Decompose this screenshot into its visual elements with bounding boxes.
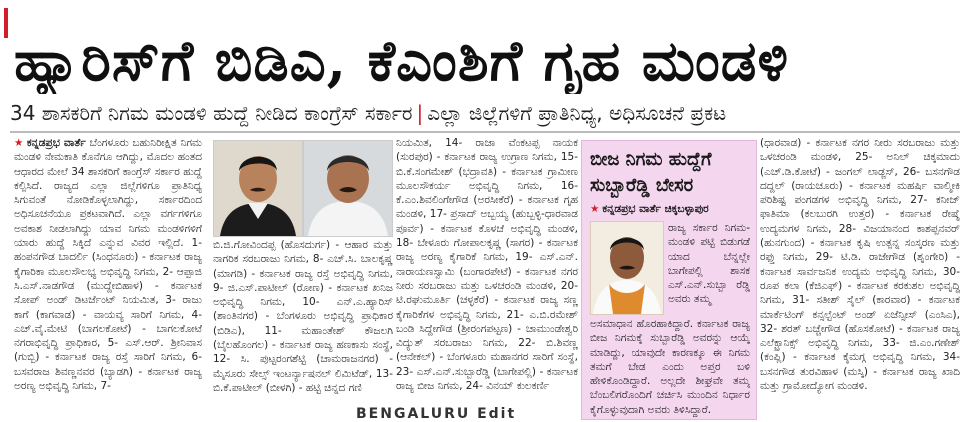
edition-footer: BENGALURU Edit [356,406,517,422]
article-column-3: ನಿಯಮಿತ, 14- ರಾಜಾ ವೆಂಕಟಪ್ಪ ನಾಯಕ (ಸುರಪುರ) - ಕರ್ನಾಟಕ ರಾಜ್ಯ ಉಗ್ರಾಣ ನಿಗಮ, 15- ಬಿ.ಕೆ.ಸಂಗಮೇಶ್ (ಭದ್ರಾವತಿ) - ಕರ್ನಾಟಕ ಗ್ರಾಮೀಣ ಮೂಲಸೌಕರ್ಯ ಅಭಿವೃದ್ಧಿ ನಿಗಮ, 16- ಕೆ.ಎಂ.ಶಿವಲಿಂಗೇಗೌಡ (ಅರಸೀಕೆರೆ) - ಕರ್ನಾಟಕ ಗೃಹ ಮಂಡಳಿ, 17- ಪ್ರಸಾದ್ ಅಬ್ಬಯ್ಯ (ಹುಬ್ಬಳ್ಳಿ-ಧಾರವಾಡ ಪೂರ್ವ) - ಕರ್ನಾಟಕ ಕೊಳಚೆ ಅಭಿವೃದ್ಧಿ ಮಂಡಳಿ, 18- ಬೇಳೂರು ಗೋಪಾಲಕೃಷ್ಣ (ಸಾಗರ) - ಕರ್ನಾಟಕ ರಾಜ್ಯ ಅರಣ್ಯ ಕೈಗಾರಿಕೆ ನಿಗಮ, 19- ಎಸ್.ಎನ್. ನಾರಾಯಣಸ್ವಾಮಿ (ಬಂಗಾರಪೇಟೆ) - ಕರ್ನಾಟಕ ನಗರ ನೀರು ಸರಬರಾಜು ಮತ್ತು ಒಳಚರಂಡಿ ಮಂಡಳಿ, 20- ಟಿ.ರಘುಮೂರ್ತಿ (ಚಳ್ಳಕೆರೆ) - ಕರ್ನಾಟಕ ರಾಜ್ಯ ಸಣ್ಣ ಕೈಗಾರಿಕೆಗಳ ಅಭಿವೃದ್ಧಿ ನಿಗಮ, 21- ಎ.ಬಿ.ರಮೇಶ್ ಬಂಡಿ ಸಿದ್ದೇಗೌಡ (ಶ್ರೀರಂಗಪಟ್ಟಣ) - ಚಾಮುಂಡೇಶ್ವರಿ ವಿದ್ಯುತ್ ಸರಬರಾಜು ನಿಗಮ, 22- ಬಿ.ಶಿವಣ್ಣ (ಆನೇಕಲ್) - ಬೆಂಗಳೂರು ಮಹಾನಗರ ಸಾರಿಗೆ ಸಂಸ್ಥೆ, 23- ಎಸ್.ಎನ್.ಸುಬ್ಬಾರೆಡ್ಡಿ (ಬಾಗೇಪಲ್ಲಿ) - ಕರ್ನಾಟಕ ರಾಜ್ಯ ಬೀಜ ನಿಗಮ, 24- ವಿನಯ್ ಕುಲಕರ್ಣಿ [396,137,578,393]
article-column-5: (ಧಾರವಾಡ) - ಕರ್ನಾಟಕ ನಗರ ನೀರು ಸರಬರಾಜು ಮತ್ತು ಒಳಚರಂಡಿ ಮಂಡಳಿ, 25- ಅನಿಲ್ ಚಿಕ್ಕಮಾದು (ಎಚ್.ಡಿ.ಕೋಟೆ) - ಜಂಗಲ್ ಲಾಡ್ಜಸ್, 26- ಬಸನಗೌಡ ದದ್ದಲ್ (ರಾಯಚೂರು) - ಕರ್ನಾಟಕ ಮಹರ್ಷಿ ವಾಲ್ಮೀಕಿ ಪರಿಶಿಷ್ಟ ಪಂಗಡಗಳ ಅಭಿವೃದ್ಧಿ ನಿಗಮ, 27- ಕನೀಜ್ ಫಾತಿಮಾ (ಕಲಬುರಗಿ ಉತ್ತರ) - ಕರ್ನಾಟಕ ರೇಷ್ಮೆ ಉದ್ಯಮಗಳ ನಿಗಮ, 28- ವಿಜಯಾನಂದ ಕಾಶಪ್ಪನವರ್ (ಹುನಗುಂದ) - ಕರ್ನಾಟಕ ಕೃಷಿ ಉತ್ಪನ್ನ ಸಂಸ್ಕರಣ ಮತ್ತು ರಫ್ತು ನಿಗಮ, 29- ಟಿ.ಡಿ. ರಾಜೇಗೌಡ (ಶೃಂಗೇರಿ) - ಕರ್ನಾಟಕ ಸಾರ್ವಜನಿಕ ಉದ್ಯಮ ಅಭಿವೃದ್ಧಿ ನಿಗಮ, 30- ರೂಪ ಕಲಾ (ಕೆಜಿಎಫ್) - ಕರ್ನಾಟಕ ಕರಕುಶಲ ಅಭಿವೃದ್ಧಿ ನಿಗಮ, 31- ಸತೀಶ್ ಸೈಲ್ (ಕಾರವಾರ) - ಕರ್ನಾಟಕ ಮಾರ್ಕೆಟಿಂಗ್ ಕನ್ಸಲ್ಟೆಂಟ್ ಅಂಡ್ ಏಜೆನ್ಸೀಸ್ (ಎಂಸಿಎ), 32- ಶರತ್ ಬಚ್ಚೇಗೌಡ (ಹೊಸಕೋಟೆ) - ಕರ್ನಾಟಕ ರಾಜ್ಯ ಎಲೆಕ್ಟ್ರಾನಿಕ್ಸ್ ಅಭಿವೃದ್ಧಿ ನಿಗಮ, 33- ಜಿ.ಎಂ.ಗಣೇಶ್ (ಕಂಪ್ಲಿ) - ಕರ್ನಾಟಕ ಕೈಮಗ್ಗ ಅಭಿವೃದ್ಧಿ ನಿಗಮ, 34- ಬಸನಗೌಡ ತುರವಿಹಾಳ (ಮಸ್ಕಿ) - ಕರ್ನಾಟಕ ರಾಜ್ಯ ಖಾದಿ ಮತ್ತು ಗ್ರಾಮೋದ್ಯೋಗ ಮಂಡಳಿ. [760,137,960,393]
sidebar-story-box [581,140,757,420]
photo-politician-2 [303,140,393,237]
sidebar-dateline-place: ಚಿಕ್ಕಬಳ್ಳಾಪುರ [664,203,709,215]
headline-divider [10,131,960,133]
left-accent-rule [4,8,8,38]
subheadline-right: ಎಲ್ಲಾ ಜಿಲ್ಲೆಗಳಿಗೆ ಪ್ರಾತಿನಿಧ್ಯ, ಅಧಿಸೂಚನೆ ಪ್ರಕಟ [427,101,727,125]
star-icon: ★ [590,203,600,215]
page-headline: ಹ್ಯಾರಿಸ್‌ಗೆ ಬಿಡಿಎ, ಕೆಎಂಶಿಗೆ ಗೃಹ ಮಂಡಳಿ [14,28,789,94]
subheadline [10,98,960,128]
sidebar-story-text-top: ರಾಜ್ಯ ಸರ್ಕಾರ ನಿಗಮ-ಮಂಡಳಿ ಪಟ್ಟಿ ಬಿಡುಗಡೆ ಯಾದ ಬೆನ್ನಲ್ಲೇ ಬಾಗೇಪಲ್ಲಿ ಶಾಸಕ ಎಸ್.ಎನ್.ಸುಬ್ಬಾ ರೆಡ್ಡಿ ಅವರು ತಮ್ಮ [668,222,750,306]
sidebar-dateline-source: ಕನ್ನಡಪ್ರಭ ವಾರ್ತೆ [602,203,661,215]
star-icon: ★ [14,137,24,149]
sidebar-story-title: ಬೀಜ ನಿಗಮ ಹುದ್ದೆಗೆ ಸುಬ್ಬಾರೆಡ್ಡಿ ಬೇಸರ [590,149,712,196]
sidebar-story-text-bottom: ಅಸಮಾಧಾನ ಹೊರಹಾಕಿದ್ದಾರೆ. ಕರ್ನಾಟಕ ರಾಜ್ಯ ಬೀಜ ನಿಗಮಕ್ಕೆ ಸುಬ್ಬಾರೆಡ್ಡಿ ಅವರನ್ನು ಆಯ್ಕೆ ಮಾಡಿದ್ದು, ಯಾವುದೇ ಕಾರಣಕ್ಕೂ ಈ ನಿಗಮ ತಮಗೆ ಬೇಡ ಎಂದು ಅಪ್ತರ ಬಳಿ ಹೇಳಿಕೊಂಡಿದ್ದಾರೆ. ಅಲ್ಲದೇ ಶೀಘ್ರವೇ ತಮ್ಮ ಬೆಂಬಲಿಗರೊಂದಿಗೆ ಚರ್ಚಿಸಿ ಮುಂದಿನ ನಿರ್ಧಾರ ಕೈಗೊಳ್ಳುವುದಾಗಿ ಅವರು ತಿಳಿಸಿದ್ದಾರೆ. [590,318,750,416]
photo-politician-1 [213,140,303,237]
dateline-source: ಕನ್ನಡಪ್ರಭ ವಾರ್ತೆ [26,137,86,149]
article-column-2: ಬಿ.ಜಿ.ಗೋವಿಂದಪ್ಪ (ಹೊಸದುರ್ಗ) - ಆಹಾರ ಮತ್ತು ನಾಗರಿಕ ಸರಬರಾಜು ನಿಗಮ, 8- ಎಚ್.ಸಿ. ಬಾಲಕೃಷ್ಣ (ಮಾಗಡಿ) - ಕರ್ನಾಟಕ ರಾಜ್ಯ ರಸ್ತೆ ಅಭಿವೃದ್ಧಿ ನಿಗಮ, 9- ಜಿ.ಎಸ್.ಪಾಟೀಲ್ (ರೋಣ) - ಕರ್ನಾಟಕ ಖನಿಜ ಅಭಿವೃದ್ಧಿ ನಿಗಮ, 10- ಎನ್.ಎ.ಹ್ಯಾರಿಸ್ (ಶಾಂತಿನಗರ) - ಬೆಂಗಳೂರು ಅಭಿವೃದ್ಧಿ ಪ್ರಾಧಿಕಾರ (ಬಿಡಿಎ), 11- ಮಹಾಂತೇಶ್ ಕೌಜಲಗಿ (ಬೈಲಹೊಂಗಲ) - ಕರ್ನಾಟಕ ರಾಜ್ಯ ಹಣಕಾಸು ಸಂಸ್ಥೆ, 12- ಸಿ. ಪುಟ್ಟರಂಗಶೆಟ್ಟಿ (ಚಾಮರಾಜನಗರ) - ಮೈಸೂರು ಸೇಲ್ಸ್ ಇಂಟರ್ನ್ಯಾಷನಲ್ ಲಿಮಿಟೆಡ್, 13- ಬಿ.ಕೆ.ಪಾಟೀಲ್ (ಬೀಳಗಿ) - ಹಟ್ಟಿ ಚಿನ್ನದ ಗಣಿ [213,239,393,394]
photo-subbareddy [590,221,664,315]
article-dateline [14,137,86,149]
dateline-place: ಬೆಂಗಳೂರು [89,137,129,149]
subheadline-separator: | [416,101,424,125]
subheadline-left: 34 ಶಾಸಕರಿಗೆ ನಿಗಮ ಮಂಡಳಿ ಹುದ್ದೆ ನೀಡಿದ ಕಾಂಗ್ರೆಸ್ ಸರ್ಕಾರ [10,101,413,125]
article-column-1 [14,136,202,420]
column-1-text: ಬಹುನಿರೀಕ್ಷಿತ ನಿಗಮ ಮಂಡಳಿ ನೇಮಕಾತಿ ಕೊನೆಗೂ ಆಗಿದ್ದು, ಮೊದಲ ಹಂತದ ಆಧಾರದ ಮೇಲೆ 34 ಶಾಸಕರಿಗೆ ಕಾಂಗ್ರೆಸ್ ಸರ್ಕಾರ ಹುದ್ದೆ ಕಲ್ಪಿಸಿದೆ. ರಾಜ್ಯದ ಎಲ್ಲಾ ಜಿಲ್ಲೆಗಳಿಗೂ ಪ್ರಾತಿನಿಧ್ಯ ಸಿಗುವಂತೆ ನೋಡಿಕೊಳ್ಳಲಾಗಿದ್ದು, ಸರ್ಕಾರದಿಂದ ಅಧಿಸೂಚನೆಯೂ ಪ್ರಕಟವಾಗಿದೆ. ಎಲ್ಲಾ ವರ್ಗಗಳಿಗೂ ಅವಕಾಶ ನೀಡಲಾಗಿದ್ದು ಯಾವ ನಿಗಮ ಮಂಡಳಿಗಳಿಗೆ ಯಾರು ಹುದ್ದೆ ಸಿಕ್ಕಿದೆ ಎನ್ನುವ ವಿವರ ಇಲ್ಲಿದೆ. 1-ಹಂಪನಗೌಡ ಬಾದರ್ಲಿ (ಸಿಂಧನೂರು) - ಕರ್ನಾಟಕ ರಾಜ್ಯ ಕೈಗಾರಿಕಾ ಮೂಲಸೌಲಭ್ಯ ಅಭಿವೃದ್ಧಿ ನಿಗಮ, 2- ಆಪ್ಪಾಜಿ ಸಿ.ಎಸ್.ನಾಡಗೌಡ (ಮುದ್ದೇಬಿಹಾಳ) - ಕರ್ನಾಟಕ ಸೋಪ್ ಅಂಡ್ ಡಿಟರ್ಜೆಂಟ್ ನಿಯಮಿತ, 3- ರಾಜು ಕಾಗೆ (ಕಾಗವಾಡ) - ವಾಯವ್ಯ ಸಾರಿಗೆ ನಿಗಮ, 4- ಎಚ್.ವೈ.ಮೇಟಿ (ಬಾಗಲಕೋಟೆ) - ಬಾಗಲಕೋಟೆ ನಗರಾಭಿವೃದ್ಧಿ ಪ್ರಾಧಿಕಾರ, 5- ಎಸ್.ಆರ್. ಶ್ರೀನಿವಾಸ (ಗುಬ್ಬಿ) - ಕರ್ನಾಟಕ ರಾಜ್ಯ ರಸ್ತೆ ಸಾರಿಗೆ ನಿಗಮ, 6- ಬಸವರಾಜ ಶಿವಣ್ಣನವರ (ಬ್ಯಾಡಗಿ) - ಕರ್ನಾಟಕ ರಾಜ್ಯ ಅರಣ್ಯ ಅಭಿವೃದ್ಧಿ ನಿಗಮ, 7- [14,137,202,393]
sidebar-story-dateline [590,203,750,216]
